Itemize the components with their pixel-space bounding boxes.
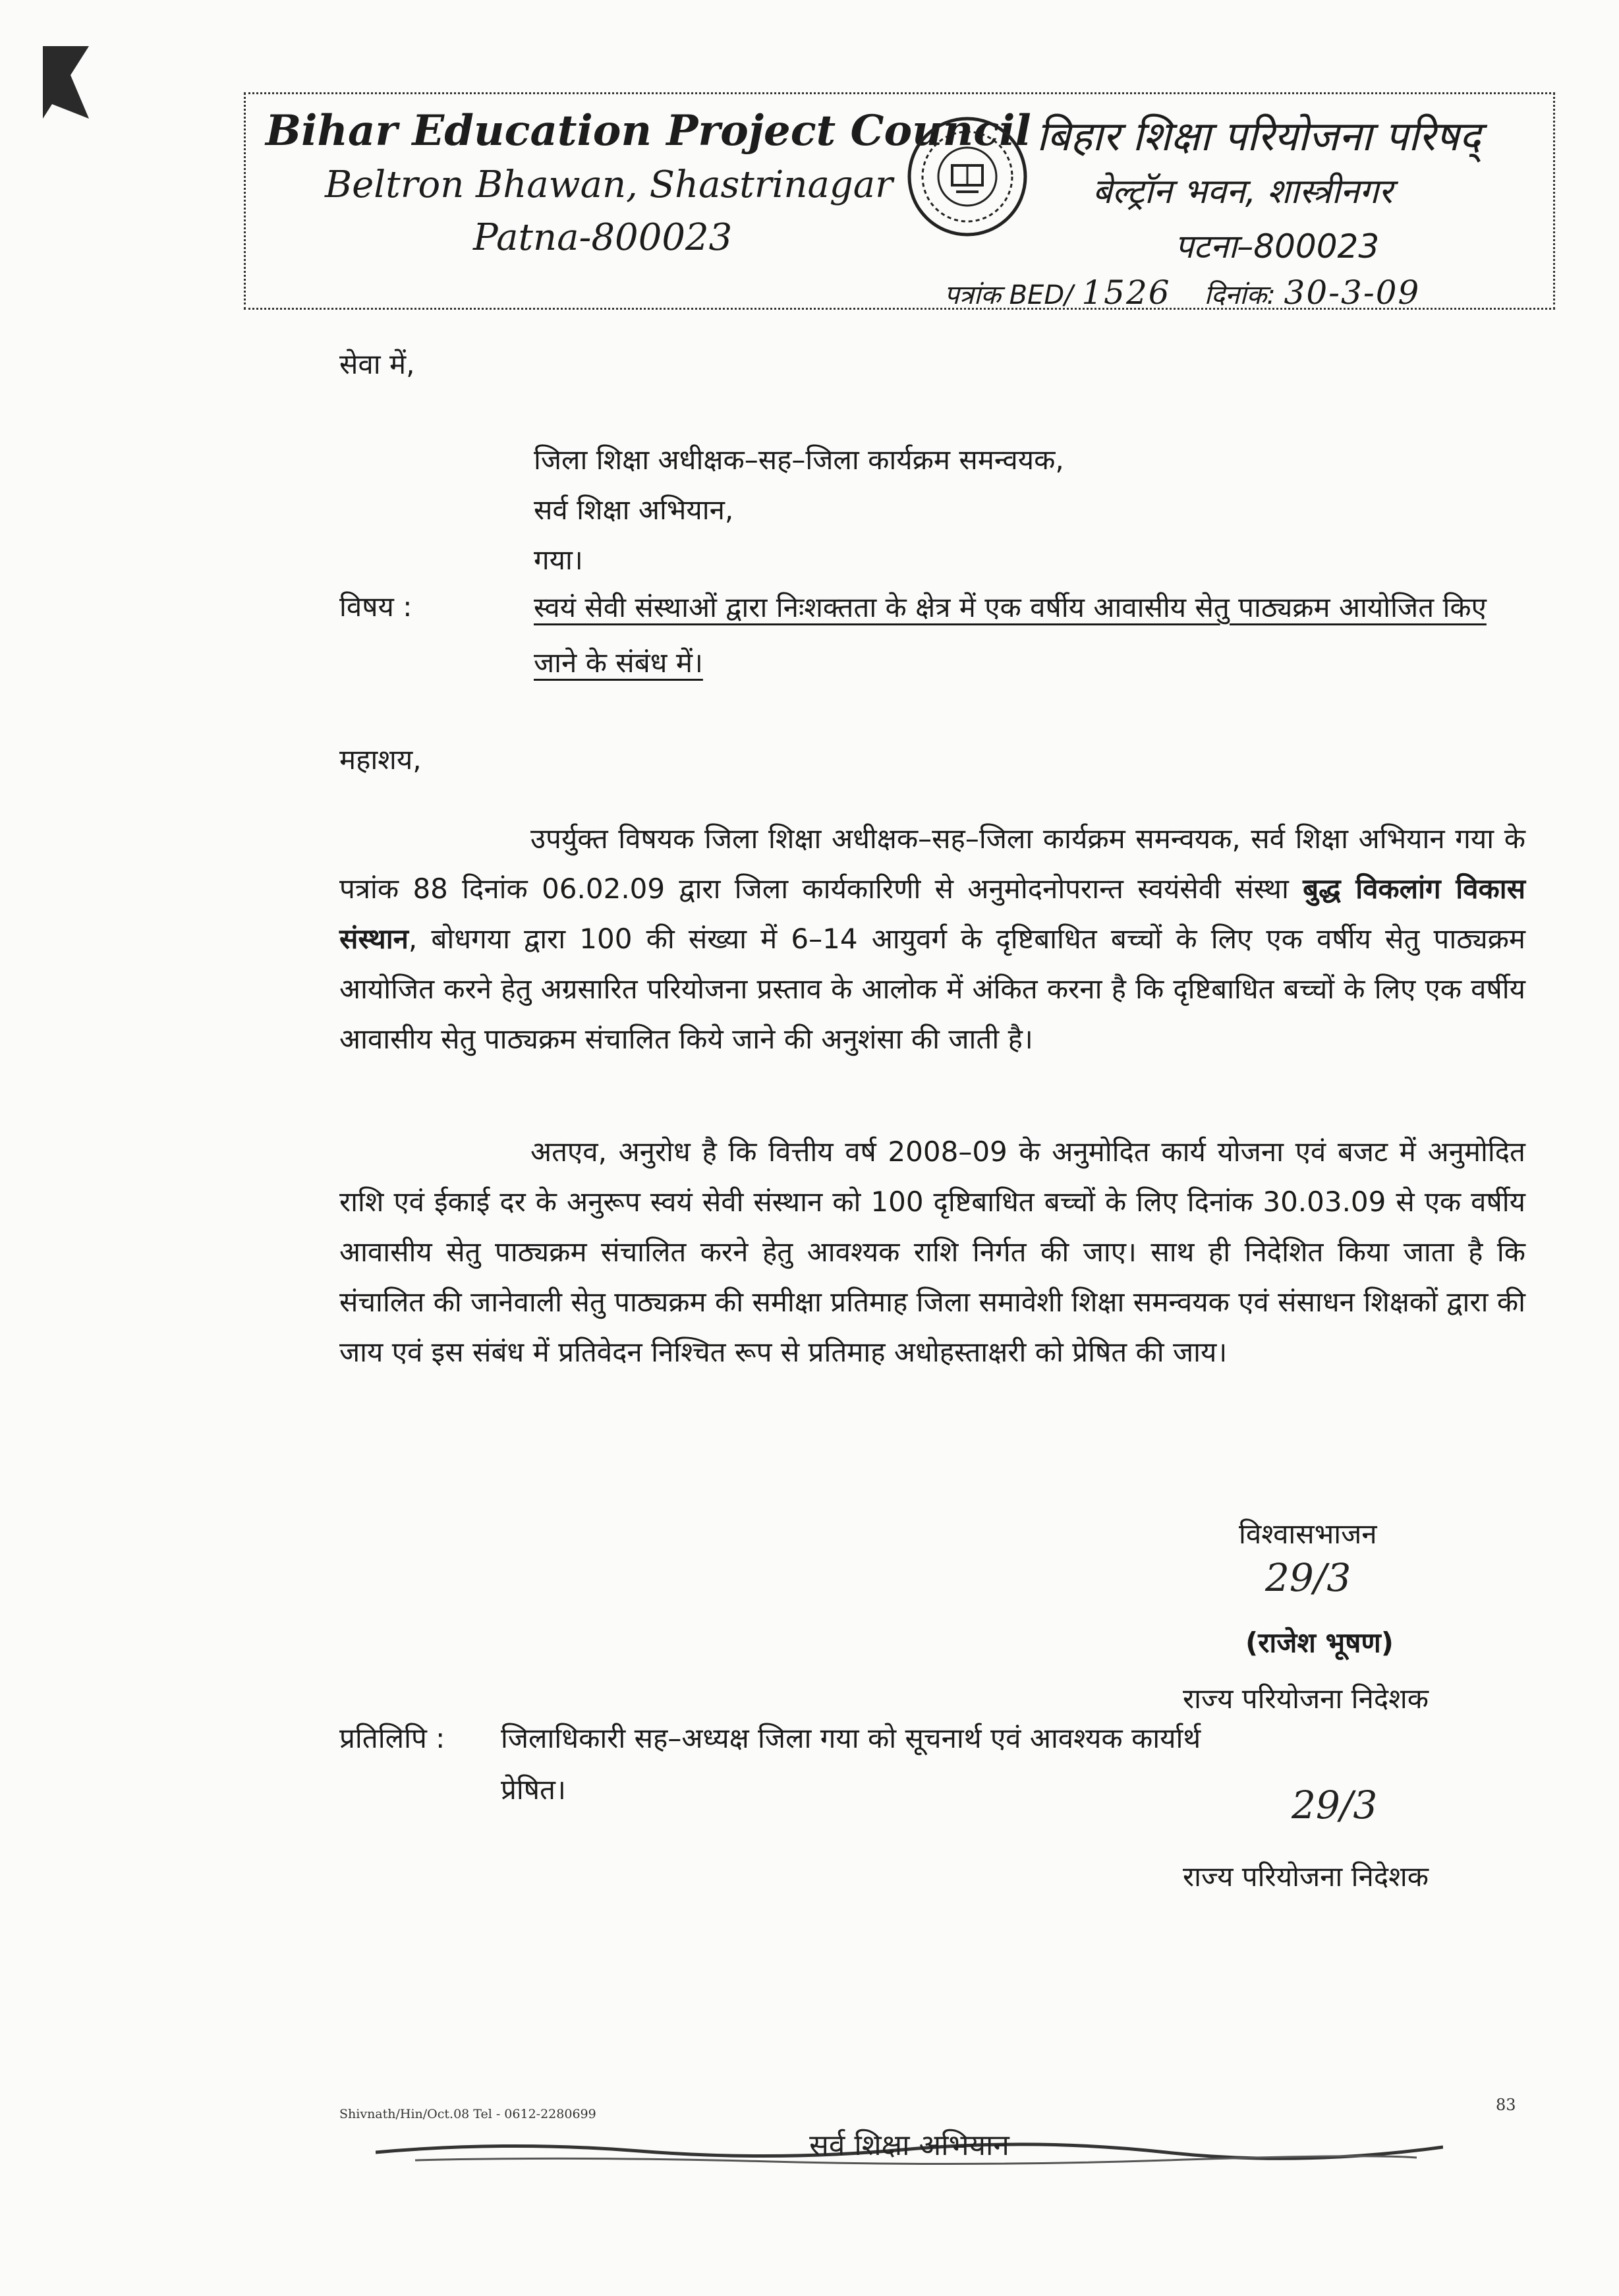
- copy-label: प्रतिलिपि :: [339, 1722, 445, 1754]
- org-name-hindi: बिहार शिक्षा परियोजना परिषद्: [1037, 112, 1481, 160]
- ngo-name: बुद्ध विकलांग विकास संस्थान: [339, 873, 1525, 955]
- to-line: सेवा में,: [339, 348, 415, 380]
- signer-title-2: राज्य परियोजना निदेशक: [1183, 1860, 1429, 1893]
- page-number: 83: [1496, 2096, 1516, 2114]
- greeting: महाशय,: [339, 743, 422, 776]
- addressee-line: जिला शिक्षा अधीक्षक–सह–जिला कार्यक्रम समन्वयक,: [534, 444, 1064, 476]
- body-paragraph-2: अतएव, अनुरोध है कि वित्तीय वर्ष 2008–09 के अनुमोदित कार्य योजना एवं बजट में अनुमोदित राशि एवं ईकाई दर के अनुरूप स्वयं सेवी संस्थान को 100 दृष्टिबाधित बच्चों के लिए दिनांक 30.03.09 से एक वर्षीय आवासीय सेतु पाठ्यक्रम संचालित करने हेतु आवश्यक राशि निर्गत की जाए। साथ ही निदेशित किया जाता है कि संचालित की जानेवाली सेतु पाठ्यक्रम की समीक्षा प्रतिमाह जिला समावेशी शिक्षा समन्वयक एवं संसाधन शिक्षकों द्वारा की जाय एवं इस संबंध में प्रतिवेदन निश्चित रूप से प्रतिमाह अधोहस्ताक्षरी को प्रेषित की जाय।: [339, 1135, 1525, 1368]
- org-address-english: Beltron Bhawan, Shastrinagar: [325, 163, 893, 206]
- date-label: दिनांक:: [1204, 280, 1276, 310]
- org-address-hindi: बेल्ट्रॉन भवन, शास्त्रीनगर: [1093, 172, 1393, 212]
- council-seal-icon: [905, 114, 1030, 239]
- ref-label: पत्रांक: [944, 280, 1001, 310]
- subject-text: स्वयं सेवी संस्थाओं द्वारा निःशक्तता के क्षेत्र में एक वर्षीय आवासीय सेतु पाठ्यक्रम आयोजित किए जाने के संबंध में।: [534, 591, 1487, 679]
- print-info: Shivnath/Hin/Oct.08 Tel - 0612-2280699: [339, 2107, 596, 2121]
- ref-number: 1526: [1081, 273, 1171, 312]
- subject-label: विषय :: [339, 590, 412, 623]
- para1-text-b: , बोधगया द्वारा 100 की संख्या में 6–14 आयुवर्ग के दृष्टिबाधित बच्चों के लिए एक वर्षीय सेतु पाठ्यक्रम आयोजित करने हेतु अग्रसारित परियोजना प्रस्ताव के आलोक में अंकित करना है कि दृष्टिबाधित बच्चों के लिए एक वर्षीय आवासीय सेतु पाठ्यक्रम संचालित किये जाने की अनुशंसा की जाती है।: [339, 923, 1525, 1055]
- letterhead: [244, 92, 1555, 310]
- date-value: 30-3-09: [1284, 273, 1421, 312]
- para1-text-a: उपर्युक्त विषयक जिला शिक्षा अधीक्षक–सह–जिला कार्यक्रम समन्वयक, सर्व शिक्षा अभियान गया के पत्रांक 88 दिनांक 06.02.09 द्वारा जिला कार्यकारिणी से अनुमोदनोपरान्त स्वयंसेवी संस्था: [339, 822, 1525, 905]
- org-city-hindi: पटना–800023: [1175, 227, 1380, 266]
- addressee-line: गया।: [534, 544, 583, 576]
- footer-banner: [376, 2127, 1443, 2173]
- scan-artifact: [43, 46, 89, 119]
- addressee-line: सर्व शिक्षा अभियान,: [534, 494, 734, 526]
- org-city-english: Patna-800023: [473, 216, 733, 259]
- footer-banner-text: सर्व शिक्षा अभियान: [809, 2129, 1009, 2162]
- signer-name: (राजेश भूषण): [1245, 1626, 1394, 1659]
- signature-initials-2: 29/3: [1292, 1783, 1378, 1827]
- signature-initials: 29/3: [1265, 1555, 1351, 1600]
- copy-recipient-cont: प्रेषित।: [501, 1773, 566, 1806]
- closing: विश्वासभाजन: [1239, 1518, 1377, 1550]
- org-name-english: Bihar Education Project Council: [266, 106, 1031, 156]
- addressee-block: [534, 435, 1390, 585]
- reference-line: [944, 273, 1420, 312]
- signer-title: राज्य परियोजना निदेशक: [1183, 1682, 1429, 1715]
- ref-prefix: BED/: [1009, 280, 1073, 310]
- copy-recipient: जिलाधिकारी सह–अध्यक्ष जिला गया को सूचनार्थ एवं आवश्यक कार्यार्थ: [501, 1722, 1201, 1754]
- body-paragraph-1: [339, 814, 1525, 1064]
